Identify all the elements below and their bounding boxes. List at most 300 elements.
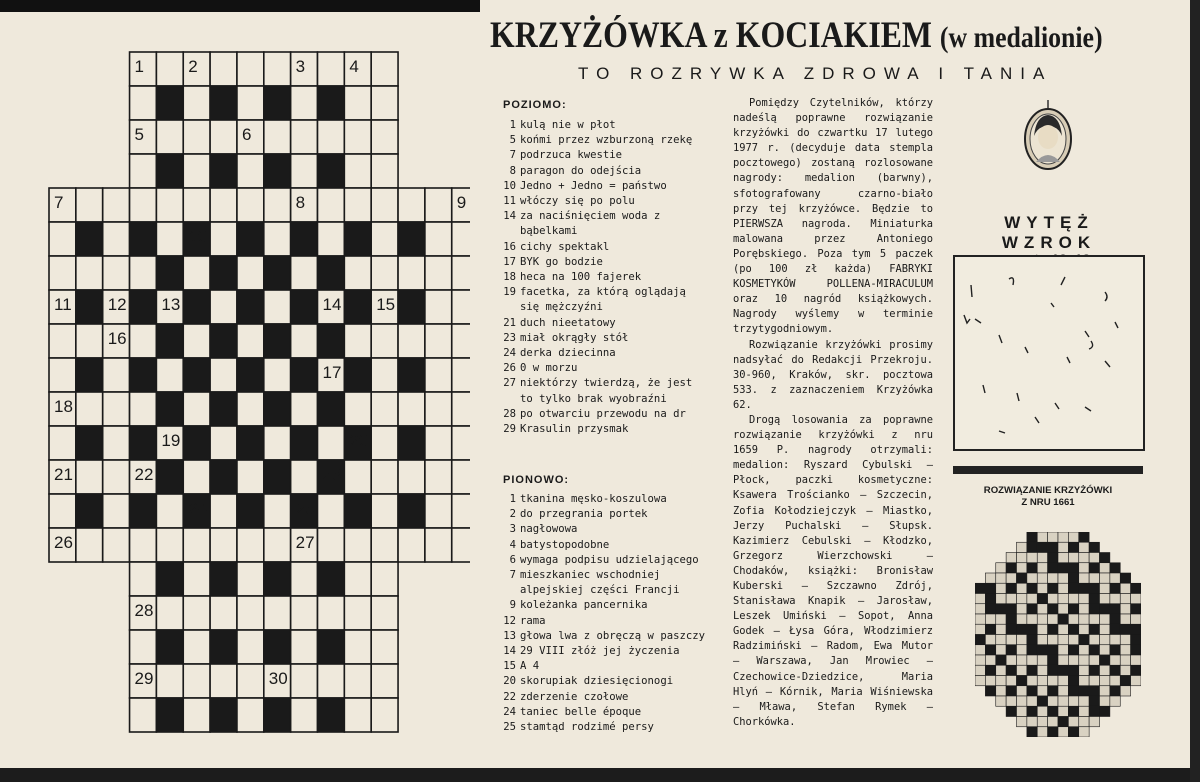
grid-cell — [318, 664, 345, 698]
solution-cell — [1131, 645, 1141, 655]
clue-text: A 4 — [520, 660, 540, 673]
grid-cell — [264, 52, 291, 86]
grid-cell-black — [318, 392, 345, 426]
solution-cell — [1110, 655, 1120, 665]
clue-text: paragon do odejścia — [520, 164, 642, 177]
solution-cell — [1068, 706, 1078, 716]
grid-cell — [210, 664, 237, 698]
solution-cell — [975, 676, 985, 686]
clue-number: 28 — [503, 407, 516, 420]
grid-cell — [156, 52, 183, 86]
solution-cell — [996, 665, 1006, 675]
solution-cell — [1037, 645, 1047, 655]
solution-cell — [1037, 717, 1047, 727]
solution-cell — [1027, 717, 1037, 727]
grid-cell-black — [210, 392, 237, 426]
clue-text: duch nieetatowy — [520, 316, 616, 329]
solution-cell — [996, 563, 1006, 573]
solution-cell — [1068, 563, 1078, 573]
solution-cell — [1017, 614, 1027, 624]
clue-number: 27 — [503, 377, 516, 390]
solution-cell — [1058, 532, 1068, 542]
solution-cell — [1048, 583, 1058, 593]
solution-cell — [1058, 563, 1068, 573]
solution-cell — [1048, 665, 1058, 675]
grid-cell — [452, 494, 470, 528]
solution-cell — [1110, 583, 1120, 593]
clue-item — [503, 179, 708, 194]
solution-cell — [985, 604, 995, 614]
grid-cell — [264, 494, 291, 528]
medallion-image — [1022, 100, 1074, 170]
solution-cell — [1017, 686, 1027, 696]
grid-cell — [452, 358, 470, 392]
grid-cell — [371, 324, 398, 358]
clue-text: nagłowowa — [520, 523, 578, 536]
grid-cell — [210, 358, 237, 392]
grid-cell — [264, 528, 291, 562]
solution-cell — [1068, 583, 1078, 593]
clue-number: 9 — [509, 599, 516, 612]
solution-cell — [1079, 686, 1089, 696]
solution-cell — [1006, 553, 1016, 563]
info-paragraph: Pomiędzy Czytelników, którzy nadeślą poprawne rozwiązanie krzyżówki do czwartku 17 lutego 1977 r. (decyduje data stempla pocztowego) zostaną rozlosowane nagrody: medalion (barwny), sfotografowany czarno-biało przy tej krzyżówce. Będzie to PIERWSZA nagroda. Miniaturka malowana przez Antoniego Porębskiego. Poza tym 5 paczek (po 100 zł każda) FABRYKI KOSMETYKÓW POLLENA-MIRACULUM oraz 10 nagród książkowych. Nagrody wyślemy w terminie trzytygodniowym. — [733, 97, 933, 336]
grid-cell — [318, 52, 345, 86]
solution-cell — [996, 686, 1006, 696]
solution-cell — [1037, 727, 1047, 737]
grid-cell — [371, 596, 398, 630]
solution-cell — [985, 676, 995, 686]
clue-number: 25 — [503, 721, 516, 734]
solution-cell — [1131, 655, 1141, 665]
grid-cell-black — [210, 154, 237, 188]
clue-text: cichy spektakl — [520, 240, 610, 253]
grid-cell-black — [130, 426, 157, 460]
solution-cell — [1089, 583, 1099, 593]
solution-cell — [1037, 553, 1047, 563]
solution-cell — [1110, 594, 1120, 604]
solution-cell — [1079, 727, 1089, 737]
solution-cell — [1068, 686, 1078, 696]
grid-number: 7 — [54, 193, 64, 212]
solution-cell — [1037, 706, 1047, 716]
clue-text: włóczy się po polu — [520, 195, 635, 208]
grid-cell — [237, 528, 264, 562]
grid-cell-black — [183, 426, 210, 460]
grid-cell-black — [344, 358, 371, 392]
grid-number: 12 — [107, 295, 127, 314]
grid-cell-black — [237, 426, 264, 460]
grid-number: 5 — [134, 125, 145, 144]
solution-cell — [1100, 594, 1110, 604]
solution-cell — [1058, 676, 1068, 686]
solution-cell — [1058, 542, 1068, 552]
grid-cell-black — [264, 154, 291, 188]
clue-number: 1 — [509, 119, 516, 131]
grid-cell — [237, 86, 264, 120]
solution-cell — [1089, 624, 1099, 634]
grid-cell — [371, 698, 398, 732]
grid-cell — [130, 86, 157, 120]
wytez-title: WYTĘŻ WZROK — [1001, 213, 1097, 252]
solution-cell — [1068, 665, 1078, 675]
grid-cell-black — [130, 222, 157, 256]
solution-cell — [1131, 583, 1141, 593]
clue-item — [503, 674, 708, 689]
grid-cell — [344, 596, 371, 630]
clue-number: 14 — [503, 645, 516, 658]
grid-cell — [49, 222, 76, 256]
solution-cell — [1100, 624, 1110, 634]
solution-cell — [1068, 717, 1078, 727]
grid-cell — [371, 426, 398, 460]
grid-cell — [264, 596, 291, 630]
solution-cell — [1110, 624, 1120, 634]
clue-item — [503, 346, 708, 361]
solution-cell — [985, 655, 995, 665]
solution-cell — [1120, 624, 1130, 634]
page-subtitle: TO ROZRYWKA ZDROWA I TANIA — [578, 64, 1053, 83]
solution-cell — [1017, 696, 1027, 706]
solution-cell — [1089, 635, 1099, 645]
solution-cell — [1089, 676, 1099, 686]
solution-cell — [985, 624, 995, 634]
grid-cell — [237, 392, 264, 426]
solution-cell — [1017, 553, 1027, 563]
grid-cell-black — [264, 392, 291, 426]
grid-cell — [318, 596, 345, 630]
grid-cell — [183, 324, 210, 358]
solution-cell — [1100, 563, 1110, 573]
grid-cell-black — [237, 222, 264, 256]
grid-cell — [344, 528, 371, 562]
solution-cell — [1058, 665, 1068, 675]
solution-cell — [1100, 573, 1110, 583]
solution-cell — [1037, 635, 1047, 645]
grid-cell — [291, 392, 318, 426]
solution-cell — [1131, 594, 1141, 604]
solution-cell — [1017, 604, 1027, 614]
grid-number: 28 — [134, 601, 154, 620]
grid-cell-black — [130, 290, 157, 324]
grid-cell-black — [398, 494, 425, 528]
solution-cell — [1027, 614, 1037, 624]
grid-cell — [291, 460, 318, 494]
clue-number: 3 — [509, 523, 516, 536]
grid-cell — [130, 630, 157, 664]
grid-cell — [210, 222, 237, 256]
solution-cell — [1110, 614, 1120, 624]
grid-cell — [264, 222, 291, 256]
grid-cell — [237, 256, 264, 290]
solution-cell — [1110, 696, 1120, 706]
clue-item — [503, 522, 708, 537]
solution-cell — [1089, 717, 1099, 727]
solution-cell — [985, 665, 995, 675]
grid-cell-black — [156, 562, 183, 596]
clue-text: Jedno + Jedno = państwo — [520, 179, 667, 192]
solution-cell — [1027, 532, 1037, 542]
grid-cell — [452, 324, 470, 358]
clue-text: BYK go bodzie — [520, 255, 603, 268]
grid-number: 26 — [54, 533, 73, 552]
solution-cell — [1058, 717, 1068, 727]
grid-cell — [210, 188, 237, 222]
clue-number: 7 — [509, 569, 516, 582]
solution-cell — [1058, 614, 1068, 624]
solution-cell — [975, 583, 985, 593]
grid-cell — [291, 256, 318, 290]
solution-cell — [1058, 635, 1068, 645]
grid-cell — [452, 426, 470, 460]
solution-cell — [1037, 655, 1047, 665]
grid-cell — [371, 358, 398, 392]
clue-text: heca na 100 fajerek — [520, 271, 642, 284]
grid-cell — [183, 86, 210, 120]
grid-cell — [291, 154, 318, 188]
clue-text: 0 w morzu — [520, 362, 578, 375]
grid-number: 13 — [161, 295, 181, 314]
solution-cell — [1048, 624, 1058, 634]
solution-cell — [996, 645, 1006, 655]
solution-cell — [975, 665, 985, 675]
grid-cell-black — [398, 222, 425, 256]
grid-number: 6 — [241, 125, 252, 144]
grid-cell — [291, 86, 318, 120]
solution-cell — [1027, 604, 1037, 614]
grid-cell — [103, 460, 130, 494]
solution-cell — [1079, 624, 1089, 634]
solution-cell — [1048, 727, 1058, 737]
solution-cell — [1048, 553, 1058, 563]
grid-cell — [291, 664, 318, 698]
solution-cell — [1048, 655, 1058, 665]
clue-text: facetka, za którą oglądają się mężczyźni — [520, 286, 686, 314]
solution-cell — [1006, 655, 1016, 665]
clue-text: Krasulin przysmak — [520, 423, 629, 436]
solution-cell — [1037, 665, 1047, 675]
grid-cell — [371, 664, 398, 698]
clue-item — [503, 331, 708, 346]
clue-text: do przegrania portek — [520, 508, 648, 521]
clue-item — [503, 629, 708, 644]
grid-cell-black — [318, 324, 345, 358]
grid-cell — [452, 528, 470, 562]
solution-cell — [1120, 604, 1130, 614]
grid-cell — [318, 426, 345, 460]
solution-cell — [985, 645, 995, 655]
solution-cell — [1068, 676, 1078, 686]
solution-cell — [1048, 563, 1058, 573]
solution-cell — [996, 635, 1006, 645]
solution-cell — [1079, 553, 1089, 563]
solution-cell — [1048, 573, 1058, 583]
solution-cell — [1100, 635, 1110, 645]
solution-cell — [1089, 573, 1099, 583]
clue-text: kulą nie w płot — [520, 119, 616, 131]
solution-cell — [1027, 686, 1037, 696]
grid-cell — [130, 698, 157, 732]
grid-cell-black — [291, 358, 318, 392]
solution-cell — [1037, 614, 1047, 624]
grid-cell — [344, 256, 371, 290]
grid-cell — [130, 154, 157, 188]
grid-cell — [76, 256, 103, 290]
solution-cell — [1027, 655, 1037, 665]
solution-cell — [1037, 686, 1047, 696]
solution-cell — [1017, 542, 1027, 552]
clue-item — [503, 659, 708, 674]
grid-cell — [210, 290, 237, 324]
solution-cell — [996, 655, 1006, 665]
grid-cell-black — [210, 86, 237, 120]
clue-item — [503, 422, 708, 437]
solution-cell — [1027, 542, 1037, 552]
grid-cell-black — [237, 358, 264, 392]
grid-cell — [156, 494, 183, 528]
clue-item — [503, 133, 708, 148]
clue-number: 24 — [503, 347, 516, 360]
grid-cell — [344, 324, 371, 358]
solution-cell — [1058, 645, 1068, 655]
clue-item — [503, 118, 708, 133]
solution-cell — [1079, 717, 1089, 727]
solution-cell — [1037, 624, 1047, 634]
solution-cell — [975, 645, 985, 655]
grid-cell — [49, 494, 76, 528]
clue-item — [503, 361, 708, 376]
grid-number: 19 — [161, 431, 181, 450]
grid-cell — [103, 222, 130, 256]
solution-cell — [1120, 665, 1130, 675]
grid-cell-black — [264, 562, 291, 596]
grid-cell — [130, 188, 157, 222]
grid-cell-black — [183, 290, 210, 324]
page-title: KRZYŻÓWKA z KOCIAKIEM (w medalionie) — [490, 15, 1103, 56]
solution-cell — [1100, 604, 1110, 614]
solution-cell — [1027, 645, 1037, 655]
solution-cell — [996, 594, 1006, 604]
solution-cell — [985, 573, 995, 583]
solution-cell — [1048, 686, 1058, 696]
solution-cell — [1048, 696, 1058, 706]
grid-cell-black — [76, 222, 103, 256]
grid-number: 18 — [54, 397, 73, 416]
grid-cell — [371, 154, 398, 188]
solution-cell — [1089, 604, 1099, 614]
grid-cell — [183, 392, 210, 426]
solution-cell — [1006, 706, 1016, 716]
solution-cell — [1089, 542, 1099, 552]
solution-cell — [1110, 665, 1120, 675]
grid-cell — [318, 222, 345, 256]
solution-cell — [1027, 563, 1037, 573]
solution-cell — [996, 696, 1006, 706]
clue-text: rama — [520, 614, 546, 627]
clue-number: 13 — [503, 629, 516, 642]
clue-number: 2 — [509, 508, 516, 521]
grid-cell — [425, 290, 452, 324]
grid-cell — [264, 426, 291, 460]
grid-cell — [183, 528, 210, 562]
clue-item — [503, 705, 708, 720]
clue-number: 10 — [503, 179, 516, 192]
grid-cell — [103, 392, 130, 426]
grid-cell — [183, 460, 210, 494]
solution-cell — [1100, 706, 1110, 716]
clue-text: po otwarciu przewodu na dr — [520, 407, 686, 420]
grid-cell-black — [318, 562, 345, 596]
solution-cell — [1110, 573, 1120, 583]
grid-cell-black — [210, 460, 237, 494]
previous-solution-heading — [955, 485, 1141, 509]
clue-number: 11 — [503, 195, 516, 208]
solution-cell — [1120, 686, 1130, 696]
grid-cell — [452, 222, 470, 256]
solution-cell — [985, 686, 995, 696]
grid-cell — [210, 528, 237, 562]
grid-cell — [210, 52, 237, 86]
solution-cell — [1110, 635, 1120, 645]
clue-item — [503, 614, 708, 629]
solution-cell — [1006, 635, 1016, 645]
solution-cell — [985, 594, 995, 604]
grid-cell — [344, 154, 371, 188]
solution-cell — [1068, 553, 1078, 563]
solution-cell — [1068, 624, 1078, 634]
solution-cell — [985, 583, 995, 593]
clue-item — [503, 644, 708, 659]
grid-cell — [237, 188, 264, 222]
grid-cell — [156, 596, 183, 630]
grid-cell — [76, 188, 103, 222]
grid-cell-black — [76, 494, 103, 528]
solution-cell — [1110, 645, 1120, 655]
solution-cell — [975, 635, 985, 645]
solution-cell — [1131, 635, 1141, 645]
solution-cell — [1120, 676, 1130, 686]
grid-number: 22 — [134, 465, 154, 484]
grid-cell — [183, 664, 210, 698]
grid-cell — [183, 188, 210, 222]
clue-text: tkanina męsko-koszulowa — [520, 493, 667, 505]
solution-cell — [1006, 583, 1016, 593]
grid-cell-black — [210, 698, 237, 732]
solution-cell — [1120, 583, 1130, 593]
bottom-border-bar — [0, 768, 1200, 782]
clue-number: 29 — [503, 423, 516, 436]
grid-cell — [210, 494, 237, 528]
pionowo-heading: PIONOWO: — [503, 474, 570, 486]
solution-cell — [1048, 717, 1058, 727]
solution-cell — [1027, 676, 1037, 686]
solution-cell — [1006, 594, 1016, 604]
grid-cell-black — [130, 494, 157, 528]
grid-cell — [237, 698, 264, 732]
grid-cell — [344, 188, 371, 222]
grid-cell — [103, 188, 130, 222]
grid-cell — [103, 256, 130, 290]
grid-cell — [371, 528, 398, 562]
grid-number: 24 — [188, 499, 208, 518]
grid-cell — [264, 358, 291, 392]
clue-text: miał okrągły stół — [520, 331, 629, 344]
solution-cell — [1058, 604, 1068, 614]
grid-cell-black — [318, 154, 345, 188]
solution-cell — [975, 604, 985, 614]
solution-cell — [1079, 594, 1089, 604]
solution-cell — [985, 635, 995, 645]
